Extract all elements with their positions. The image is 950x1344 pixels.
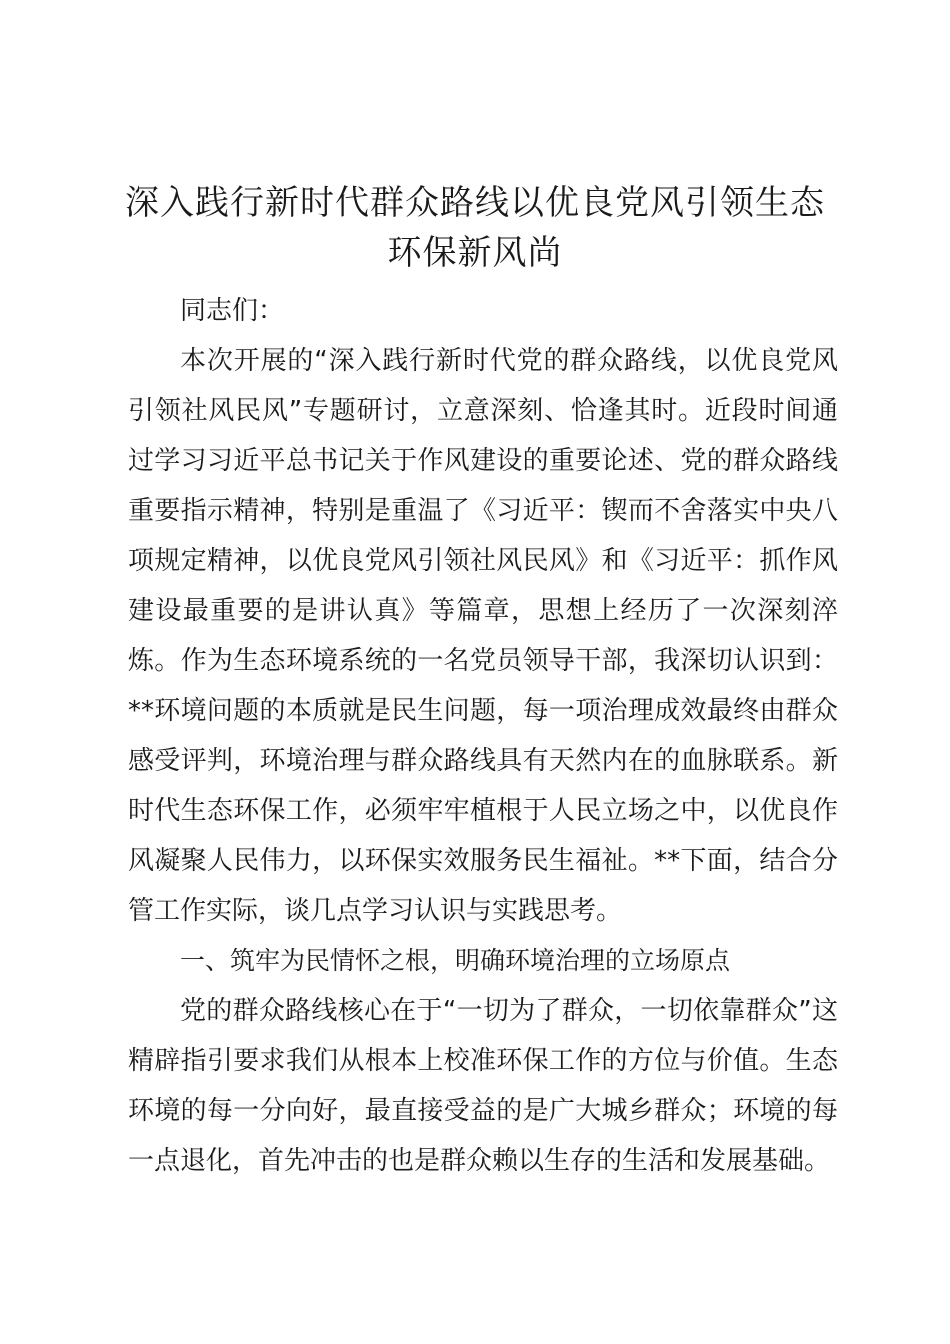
section-heading: 一、筑牢为民情怀之根，明确环境治理的立场原点 <box>180 946 731 975</box>
section-paragraph: 党的群众路线核心在于“一切为了群众，一切依靠群众”这精辟指引要求我们从根本上校准环保工作的方位与价值。生态环境的每一分向好，最直接受益的是广大城乡群众；环境的每一点退化，首先冲击的也是群众赖以生存的生活和发展基础。 <box>128 996 838 1176</box>
intro-paragraph: 本次开展的“深入践行新时代党的群众路线，以优良党风引领社风民风”专题研讨，立意深刻、恰逢其时。近段时间通过学习习近平总书记关于作风建设的重要论述、党的群众路线重要指示精神，特别是重温了《习近平：锲而不舍落实中央八项规定精神，以优良党风引领社风民风》和《习近平：抓作风建设最重要的是讲认真》等篇章，思想上经历了一次深刻淬炼。作为生态环境系统的一名党员领导干部，我深切认识到：**环境问题的本质就是民生问题，每一项治理成效最终由群众感受评判，环境治理与群众路线具有天然内在的血脉联系。新时代生态环保工作，必须牢牢植根于人民立场之中，以优良作风凝聚人民伟力，以环保实效服务民生福祉。**下面，结合分管工作实际，谈几点学习认识与实践思考。 <box>128 346 838 926</box>
document-body <box>128 286 838 1186</box>
salutation: 同志们： <box>180 296 285 326</box>
document-title: 深入践行新时代群众路线以优良党风引领生态环保新风尚 <box>125 183 825 273</box>
